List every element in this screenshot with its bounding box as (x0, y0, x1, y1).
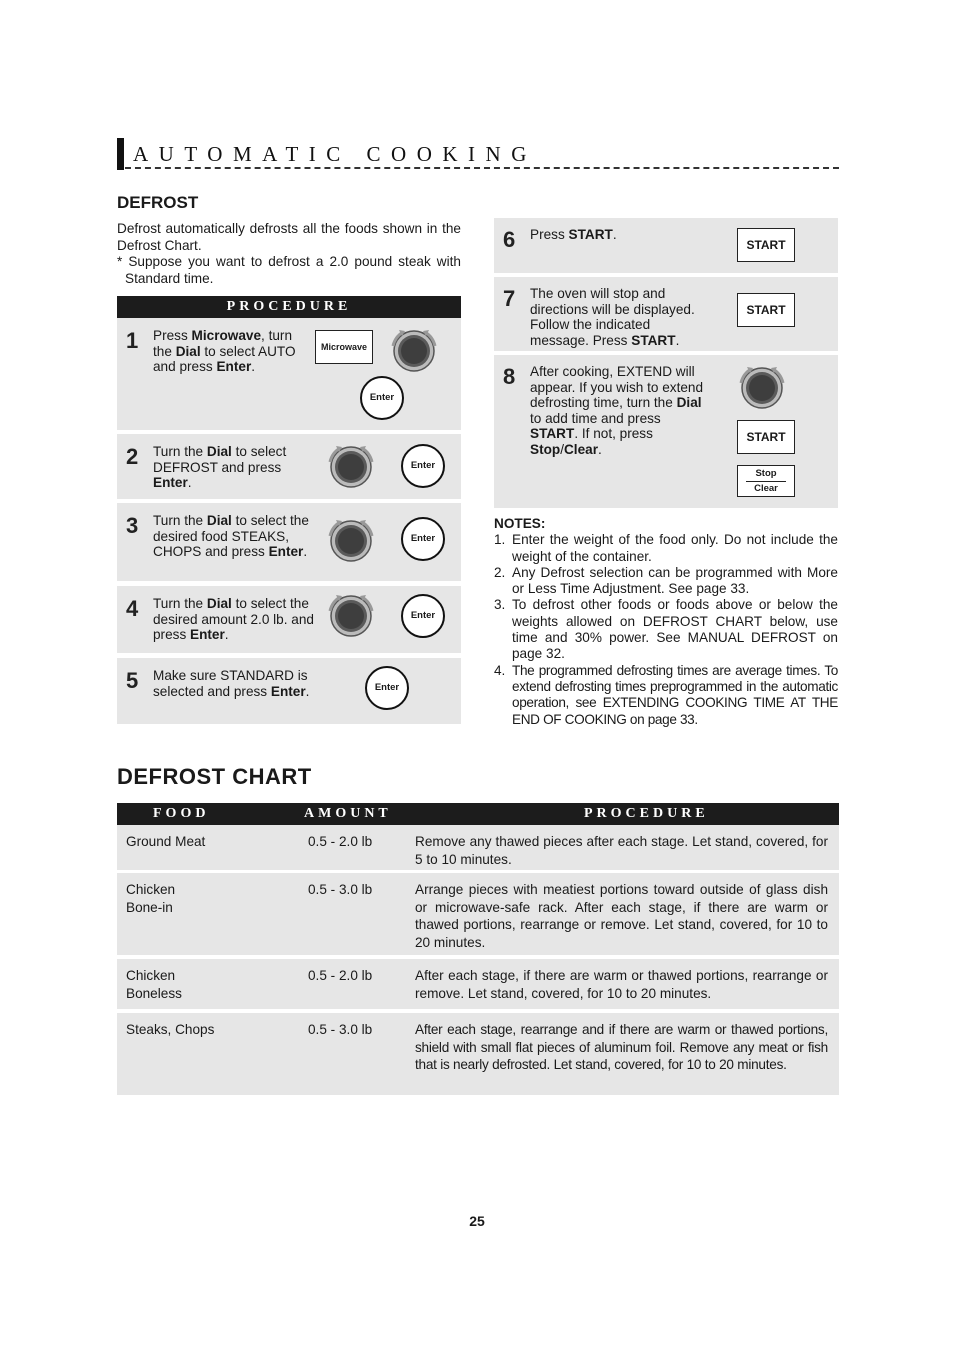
cell-food: Ground Meat (126, 834, 206, 849)
cell-food: Chicken Bone-in (126, 882, 176, 915)
step-text-run: Press (153, 328, 192, 343)
dial-icon[interactable] (735, 361, 789, 415)
dial-icon[interactable] (324, 514, 378, 568)
step-text-run: Press (530, 227, 569, 242)
clear-label: Clear (754, 483, 778, 494)
chart-header (117, 803, 839, 825)
defrost-chart-heading: DEFROST CHART (117, 764, 312, 789)
dial-icon[interactable] (387, 324, 441, 378)
start-button[interactable]: START (737, 293, 795, 327)
step-number: 5 (126, 668, 139, 693)
step-number: 1 (126, 328, 139, 353)
note-item: 2. Any Defrost selection can be programmed with More or Less Time Adjustment. See page 33. (494, 564, 838, 597)
cell-amount: 0.5 - 2.0 lb (308, 834, 373, 849)
step-text-run: Stop (530, 441, 561, 457)
step-text-run: START (530, 426, 575, 441)
table-row (117, 873, 839, 955)
step-text-run: Dial (206, 444, 232, 459)
intro-text: Defrost automatically defrosts all the foods shown in the Defrost Chart. (117, 221, 461, 253)
step-text-run: Turn the (153, 513, 207, 528)
col-food: FOOD (153, 806, 210, 821)
step-text-run: to select DEFROST and press (153, 444, 287, 475)
step-text-run: . (675, 332, 680, 348)
step-text (153, 668, 325, 699)
step-text-run: / (560, 441, 564, 457)
step-text-run: to add time and press (530, 410, 661, 426)
step-text-run: to select the desired food STEAKS, CHOPS and press (153, 513, 309, 559)
step-text (153, 513, 313, 560)
col-procedure: PROCEDURE (584, 806, 709, 821)
step-text-run: Enter (190, 627, 225, 642)
enter-button[interactable]: Enter (360, 376, 404, 420)
enter-button[interactable]: Enter (401, 517, 445, 561)
step-number: 2 (126, 444, 139, 469)
step-text-run: . (187, 475, 192, 490)
step-7 (494, 277, 838, 351)
procedure-header: PROCEDURE (117, 296, 461, 318)
start-button[interactable]: START (737, 420, 795, 454)
cell-amount: 0.5 - 3.0 lb (308, 1022, 373, 1037)
table-row (117, 825, 839, 870)
notes (494, 516, 838, 728)
step-text-run: Enter (268, 544, 304, 559)
step-text-run: Enter (216, 359, 252, 374)
step-text-run: START (631, 332, 676, 348)
step-4 (117, 586, 461, 653)
cell-food: Steaks, Chops (126, 1022, 215, 1037)
step-text-run: START (568, 227, 613, 242)
step-text-run: Microwave (191, 328, 262, 343)
cell-procedure: Remove any thawed pieces after each stage. Let stand, covered, for 5 to 10 minutes. (415, 834, 828, 867)
step-text-run: After cooking, EXTEND will appear. If you wish to extend defrosting time, turn the (530, 364, 704, 410)
step-text (153, 444, 313, 491)
page-title: AUTOMATIC COOKING (133, 142, 537, 166)
step-text-run: . (224, 627, 229, 642)
step-text-run: . If not, press (574, 426, 653, 441)
step-number: 6 (503, 227, 516, 252)
cell-amount: 0.5 - 2.0 lb (308, 968, 373, 983)
step-text-run: . (303, 544, 308, 559)
defrost-intro (117, 221, 461, 287)
step-text-run: Dial (206, 513, 232, 528)
microwave-button[interactable]: Microwave (315, 330, 373, 364)
table-row (117, 1013, 839, 1095)
step-number: 3 (126, 513, 139, 538)
step-6 (494, 218, 838, 273)
step-text-run: Turn the (153, 596, 207, 611)
step-number: 8 (503, 364, 516, 389)
step-text-run: . (612, 227, 617, 242)
step-text-run: , turn the (153, 328, 293, 359)
note-item: 3. To defrost other foods or foods above or below the weights allowed on DEFROST CHART below, use time and 30% power. See MANUAL DEFROST on page 32. (494, 597, 838, 662)
cell-amount: 0.5 - 3.0 lb (308, 882, 373, 897)
step-text-run: The oven will stop and directions will be displayed. Follow the indicated message. Press (530, 286, 695, 348)
step-text-run: . (251, 359, 256, 374)
col-amount: AMOUNT (304, 806, 392, 821)
header-dashed-rule (125, 167, 839, 169)
notes-heading: NOTES: (494, 516, 546, 531)
step-text (530, 364, 712, 457)
step-text-run: Enter (153, 475, 188, 490)
cell-procedure: Arrange pieces with meatiest portions toward outside of glass dish or microwave-safe rack. After each stage, if there are warm or thawed portions, rearrange or remove. Let stand, covered, for 10 to 20 minutes. (415, 882, 828, 950)
step-text-run: Turn the (153, 444, 207, 459)
step-text-run: . (598, 441, 602, 457)
dial-icon[interactable] (324, 440, 378, 494)
step-text-run: Dial (206, 596, 232, 611)
step-text-run: Enter (270, 683, 306, 699)
note-item: 4. The programmed defrosting times are average times. To extend defrosting times preprogrammed in the automatic operation, see EXTENDING COOKING TIME AT THE END OF COOKING on page 33. (494, 662, 838, 727)
step-text (530, 286, 710, 348)
defrost-heading: DEFROST (117, 193, 199, 212)
step-2 (117, 434, 461, 499)
step-text (530, 227, 710, 243)
note-item: 1. Enter the weight of the food only. Do not include the weight of the container. (494, 532, 838, 564)
step-3 (117, 503, 461, 581)
stop-clear-button[interactable] (737, 465, 795, 497)
step-text-run: Dial (175, 343, 201, 359)
step-number: 7 (503, 286, 516, 311)
header-bar (117, 138, 124, 170)
step-text-run: Make sure STANDARD is selected and press (153, 668, 308, 699)
enter-button[interactable]: Enter (401, 594, 445, 638)
cell-procedure: After each stage, if there are warm or thawed portions, rearrange or remove. Let stand, covered, for 10 to 20 minutes. (415, 968, 828, 1001)
table-row (117, 959, 839, 1009)
step-1 (117, 318, 461, 430)
step-text-run: to select the desired amount 2.0 lb. and press (153, 596, 314, 642)
enter-button[interactable]: Enter (401, 444, 445, 488)
enter-button[interactable]: Enter (365, 666, 409, 710)
step-text-run: to select AUTO and press (153, 343, 296, 374)
dial-icon[interactable] (324, 589, 378, 643)
step-text (153, 596, 321, 643)
step-8 (494, 355, 838, 508)
cell-food: Chicken Boneless (126, 968, 182, 1001)
step-text-run: . (305, 683, 310, 699)
stop-label: Stop (746, 467, 786, 482)
cell-procedure: After each stage, rearrange and if there are warm or thawed portions, shield with small flat pieces of aluminum foil. Remove any meat or fish that is nearly defrosted. Let stand, covered, for 10 to 20 minutes. (415, 1022, 828, 1072)
intro-note: * Suppose you want to defrost a 2.0 pound steak with Standard time. (117, 254, 461, 286)
step-number: 4 (126, 596, 139, 621)
page-number: 25 (469, 1213, 485, 1229)
step-text-run: Dial (676, 395, 702, 410)
step-5 (117, 658, 461, 724)
step-text (153, 328, 311, 375)
step-text-run: Clear (563, 441, 598, 457)
start-button[interactable]: START (737, 228, 795, 262)
